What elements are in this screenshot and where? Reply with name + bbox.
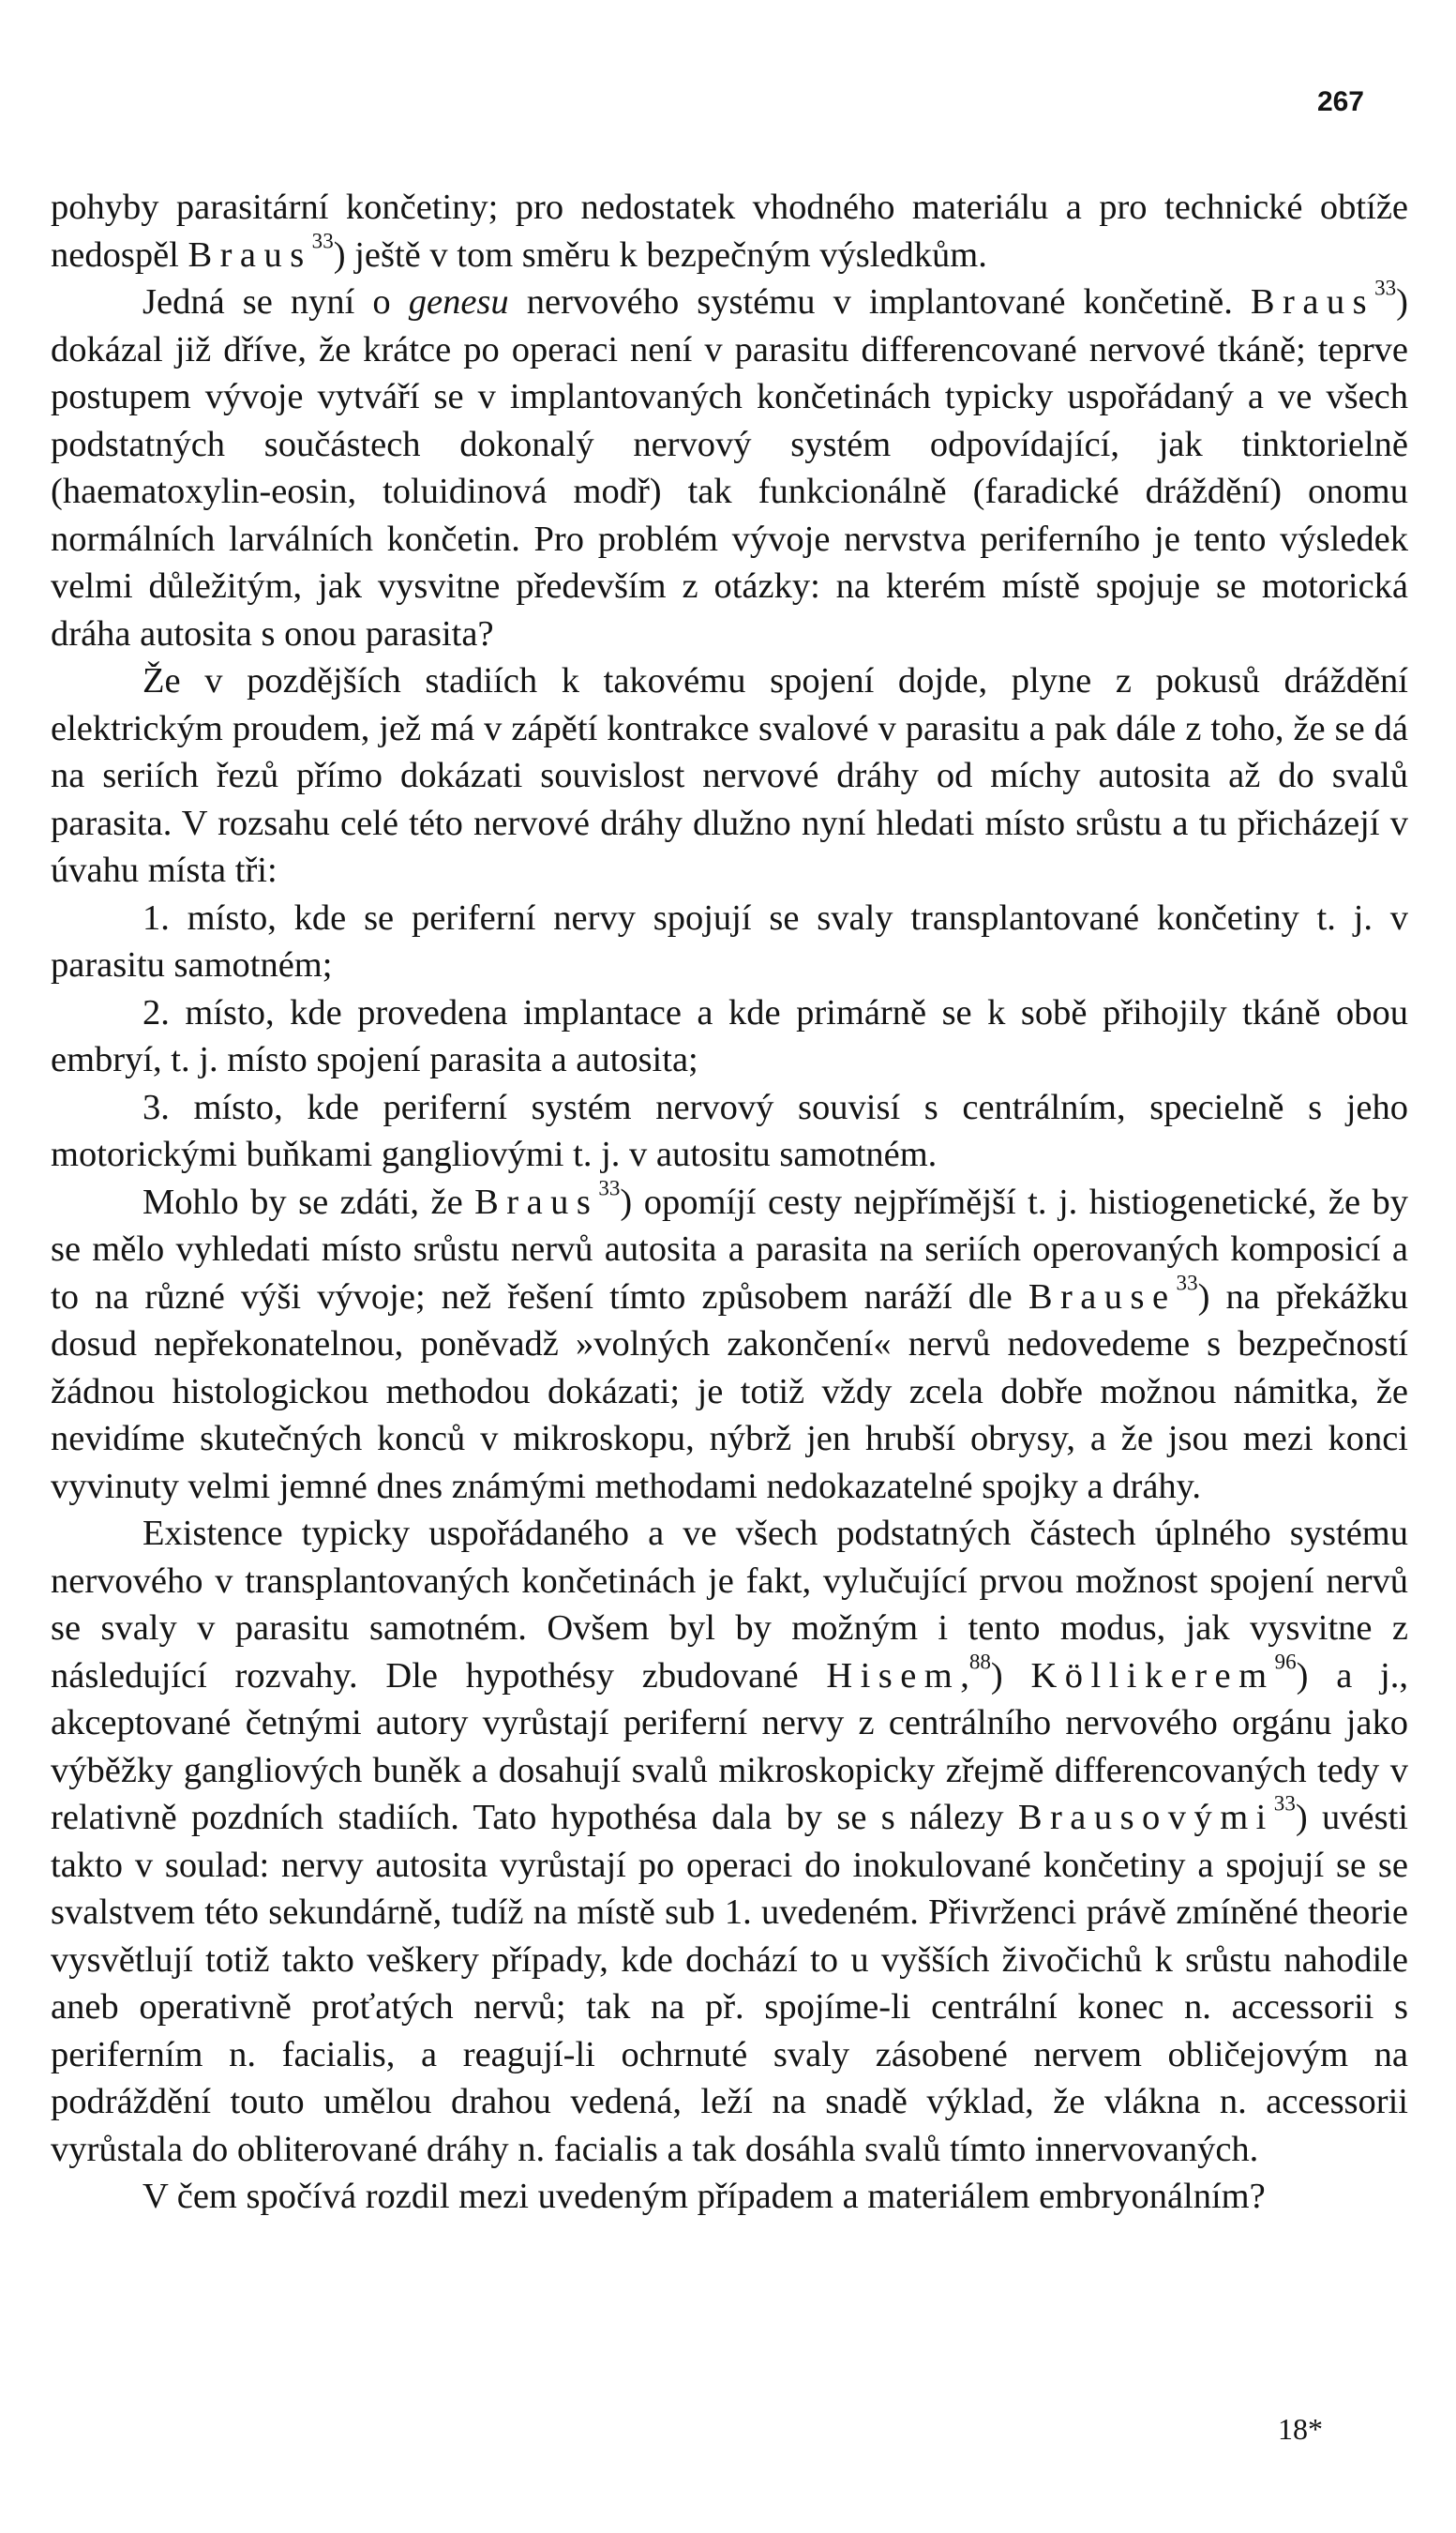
text-run: pohyby parasitární končetiny; pro nedostatek vhodného materiálu a pro technické obtíže nedospěl [51, 188, 1408, 275]
text-run: ) dokázal již dříve, že krátce po operaci není v parasitu differencované nervové tkáně; teprve postupem vývoje vytváří se v implantovaných končetinách typicky uspořádaný a ve všech podstatných součástech dokonalý nervový systém odpovídající, jak tinktorielně (haematoxylin-eosin, toluidinová modř) tak funkcionálně (faradické dráždění) onomu normálních larválních končetin. Pro problém vývoje nervstva periferního je tento výsledek velmi důležitým, jak vysvitne především z otázky: na kterém místě spojuje se motorická dráha autosita s onou parasita? [51, 282, 1408, 654]
reference-number: 33 [1176, 1269, 1198, 1294]
text-run: V čem spočívá rozdil mezi uvedeným případem a materiálem embryonálním? [143, 2177, 1266, 2216]
text-run: ) [990, 1655, 1031, 1696]
text-run: Existence typicky uspořádaného a ve všech podstatných částech úplného systému nervového v transplantovaných končetinách je fakt, vylučující prvou možnost spojení nervů se svaly v parasitu samotném. Ovšem byl by možným i tento modus, jak vysvitne z následující rozvahy. Dle hypothésy zbudované [51, 1514, 1408, 1696]
author-name: Brausovými [1017, 1798, 1274, 1837]
main-text [51, 184, 1408, 2221]
author-name: Köllikerem [1030, 1655, 1275, 1696]
list-item: 3. místo, kde periferní systém nervový souvisí s centrálním, specielně s jeho motorickými buňkami gangliovými t. j. v autositu samotném. [51, 1087, 1408, 1174]
reference-number: 96 [1274, 1648, 1297, 1673]
paragraph [51, 1174, 1409, 1511]
author-name: Braus [188, 234, 312, 275]
author-name: Brause [1028, 1276, 1177, 1317]
text-run: ) na překážku dosud nepřekonatelnou, poněvadž »volných zakončení« nervů nedovedeme s bezpečností žádnou histologickou methodou dokázati; je totiž vždy zcela dobře možnou námitka, že nevidíme skutečných konců v mikroskopu, nýbrž jen hrubší obrysy, a že jsou mezi konci vyvinuty velmi jemné dnes známými methodami nedokazatelné spojky a dráhy. [51, 1276, 1408, 1506]
reference-number: 88 [968, 1648, 991, 1673]
text-run: nervového systému v implantované končetině. [508, 282, 1251, 322]
text-run: Že v pozdějších stadiích k takovému spojení dojde, plyne z pokusů dráždění elektrickým proudem, jež má v zápětí kontrakce svalové v parasitu a pak dále z toho, že se dá na seriích řezů přímo dokázati souvislost nervové dráhy od míchy autosita až do svalů parasita. V rozsahu celé této nervové dráhy dlužno nyní hledati místo srůstu a tu přicházejí v úvahu místa tři: [51, 661, 1408, 890]
author-name: Hisem [826, 1655, 961, 1696]
text-run: , [960, 1655, 969, 1696]
author-name: Braus [1250, 282, 1375, 322]
paragraph [51, 184, 1408, 279]
reference-number: 33 [1273, 1790, 1296, 1816]
paragraph [51, 275, 1408, 657]
text-run: Jedná se nyní o [143, 282, 409, 322]
reference-number: 33 [1374, 275, 1397, 300]
paragraph [51, 2173, 1408, 2221]
list-item: 2. místo, kde provedena implantace a kde primárně se k sobě přihojily tkáně obou embryí, t. j. místo spojení parasita a autosita; [51, 992, 1408, 1079]
author-name: Braus [474, 1182, 599, 1222]
signature-mark: 18* [1278, 2412, 1323, 2446]
text-run: ) opomíjí cesty nejpřímější t. j. histiogenetické, že by se mělo vyhledati místo srůstu nervů autosita a parasita na seriích operovaných komposicí a to na různé výši vývoje; než řešení tímto způsobem naráží dle [51, 1182, 1409, 1317]
text-run: ) a j., akceptované četnými autory vyrůstají periferní nervy z centrálního nervového orgánu jako výběžky gangliových buněk a dosahují svalů mikroskopicky zřejmě differencovaných tedy v relativně pozdních stadiích. Tato hypothésa dala by se s nálezy [51, 1655, 1408, 1837]
list-item: 1. místo, kde se periferní nervy spojují se svaly transplantované končetiny t. j. v parasitu samotném; [51, 897, 1408, 985]
emphasis-text: genesu [408, 282, 509, 322]
reference-number: 33 [598, 1174, 621, 1199]
paragraph [51, 657, 1408, 895]
text-run: Mohlo by se zdáti, že [143, 1182, 475, 1222]
page-number: 267 [1316, 86, 1364, 117]
paragraph [51, 1510, 1408, 2173]
reference-number: 33 [311, 227, 334, 252]
text-run: ) ještě v tom směru k bezpečným výsledkům. [333, 234, 987, 275]
numbered-list [51, 895, 1408, 1179]
text-run: ) uvésti takto v soulad: nervy autosita vyrůstají po operaci do inokulované končetiny a spojují se se svalstvem této sekundárně, tudíž na místě sub 1. uvedeném. Přivrženci právě zmíněné theorie vysvětlují totiž takto veškery případy, kde dochází to u vyšších živočichů k srůstu nahodile aneb operativně proťatých nervů; tak na př. spojíme-li centrální konec n. accessorii s periferním n. facialis, a reagují-li ochrnuté svaly zásobené nervem obličejovým na podráždění touto umělou drahou vedená, leží na snadě výklad, že vlákna n. accessorii vyrůstala do obliterované dráhy n. facialis a tak dosáhla svalů tímto innervovaných. [51, 1798, 1408, 2169]
